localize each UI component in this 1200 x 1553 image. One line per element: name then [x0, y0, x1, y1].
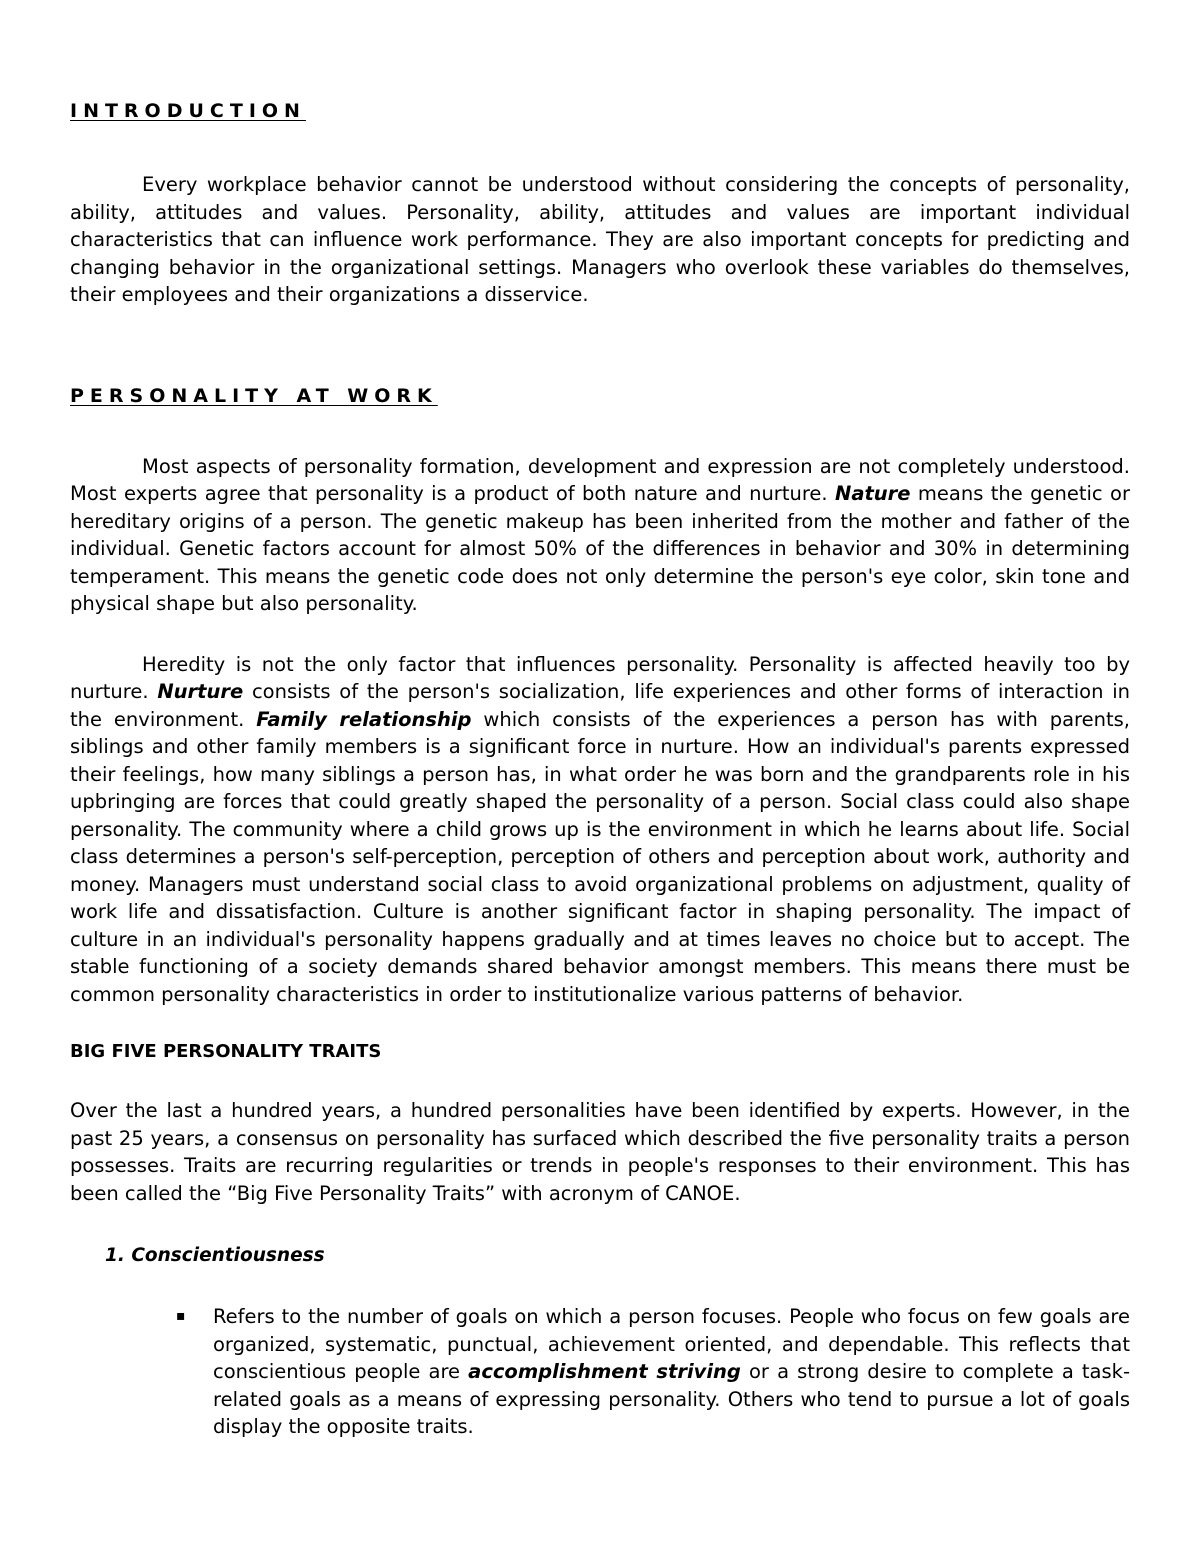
- conscientiousness-heading: 1. Conscientiousness: [105, 1245, 325, 1266]
- personality-at-work-heading: PERSONALITY AT WORK: [70, 384, 438, 407]
- big-five-paragraph: Over the last a hundred years, a hundred personalities have been identified by experts. However, in the past 25 years, a consensus on personality has surfaced which described the five personality traits a person possesses. Traits are recurring regularities or trends in people's responses to their environment. This has been called the “Big Five Personality Traits” with acronym of CANOE.: [70, 1099, 1130, 1205]
- nature-paragraph-text-2: means the genetic or hereditary origins of a person. The genetic makeup has been inherited from the mother and father of the individual. Genetic factors account for almost 50% of the differences in behavior and 30% in determining temperament. This means the genetic code does not only determine the person's eye color, skin tone and physical shape but also personality.: [70, 482, 1130, 615]
- nurture-term: Nurture: [157, 680, 244, 703]
- bullet-text-2: or a strong desire to complete a task-related goals as a means of expressing personality. Others who tend to pursue a lot of goals display the opposite traits.: [213, 1360, 1130, 1438]
- introduction-heading: INTRODUCTION: [70, 100, 306, 122]
- square-bullet-icon: ▪: [176, 1308, 186, 1324]
- conscientiousness-bullet-item: [176, 1303, 1130, 1441]
- nurture-paragraph-text-3: which consists of the experiences a person has with parents, siblings and other family members is a significant force in nurture. How an individual's parents expressed their feelings, how many siblings a person has, in what order he was born and the grandparents role in his upbringing are forces that could greatly shaped the personality of a person. Social class could also shape personality. The community where a child grows up is the environment in which he learns about life. Social class determines a person's self-perception, perception of others and perception about work, authority and money. Managers must understand social class to avoid organizational problems on adjustment, quality of work life and dissatisfaction. Culture is another significant factor in shaping personality. The impact of culture in an individual's personality happens gradually and at times leaves no choice but to accept. The stable functioning of a society demands shared behavior amongst members. This means there must be common personality characteristics in order to institutionalize various patterns of behavior.: [70, 707, 1130, 1006]
- nature-paragraph: [70, 453, 1130, 618]
- nurture-paragraph-text-2: consists of the person's socialization, life experiences and other forms of interaction in the environment.: [70, 680, 1130, 731]
- nature-term: Nature: [835, 482, 911, 505]
- big-five-heading: BIG FIVE PERSONALITY TRAITS: [70, 1041, 382, 1062]
- family-relationship-term: Family relationship: [256, 707, 472, 731]
- conscientiousness-bullet-text: [213, 1303, 1130, 1441]
- accomplishment-striving-term: accomplishment striving: [468, 1360, 741, 1383]
- nurture-paragraph-text-1: Heredity is not the only factor that influences personality. Personality is affected heavily too by nurture.: [70, 652, 1130, 703]
- nurture-paragraph: [70, 651, 1130, 1009]
- bullet-text-1: Refers to the number of goals on which a person focuses. People who focus on few goals are organized, systematic, punctual, achievement oriented, and dependable. This reflects that conscientious people are: [213, 1305, 1130, 1383]
- nature-paragraph-text-1: Most aspects of personality formation, development and expression are not completely understood. Most experts agree that personality is a product of both nature and nurture.: [70, 454, 1130, 505]
- introduction-paragraph: Every workplace behavior cannot be understood without considering the concepts of personality, ability, attitudes and values. Personality, ability, attitudes and values are important individual characteristics that can influence work performance. They are also important concepts for predicting and changing behavior in the organizational settings. Managers who overlook these variables do themselves, their employees and their organizations a disservice.: [70, 173, 1130, 306]
- document-page: [70, 100, 1130, 1441]
